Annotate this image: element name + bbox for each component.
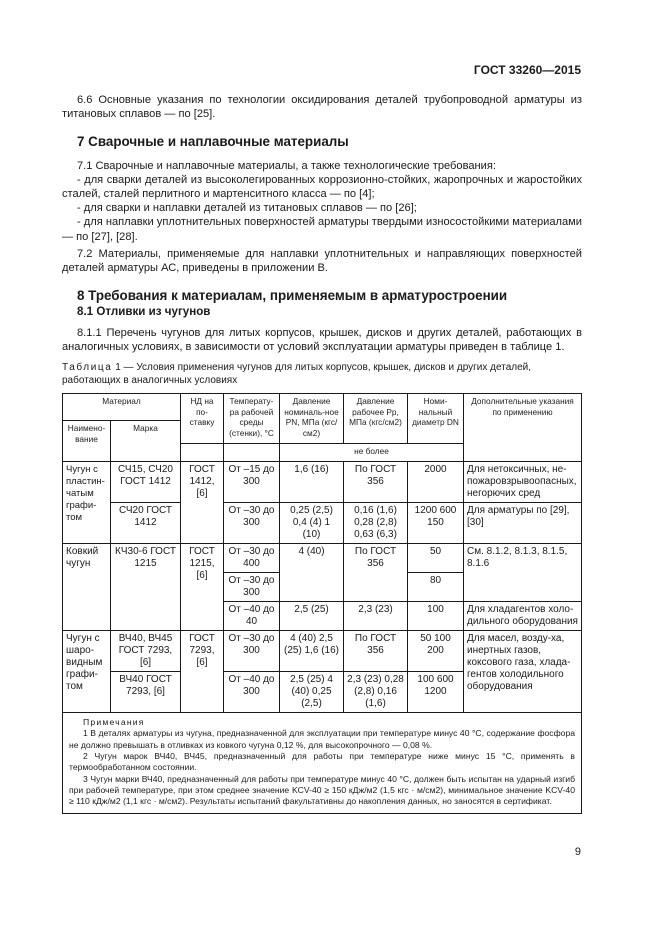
- row2a-temperature: От –30 до 400: [224, 544, 280, 573]
- note-2: 2 Чугун марок ВЧ40, ВЧ45, предназначенный для работы при температуре ниже минус 15 °С, применять в термообработанном состоянии.: [69, 750, 575, 773]
- row1a-grade: СЧ15, СЧ20 ГОСТ 1412: [111, 462, 181, 503]
- header-grade: Марка: [111, 421, 181, 462]
- section-8-title: 8 Требования к материалам, применяемым в арматуростроении: [77, 288, 508, 304]
- row2-name: Ковкий чугун: [63, 544, 111, 631]
- row2c-nominal-pressure: 2,5 (25): [280, 602, 344, 631]
- notes-title: Примечания: [83, 717, 145, 728]
- row1a-diameter: 2000: [408, 462, 464, 503]
- row3a-temperature: От –30 до 300: [224, 631, 280, 672]
- row3b-temperature: От –40 до 300: [224, 672, 280, 713]
- bullet-7-1-a: - для сварки деталей из высоколегированных коррозионно-стойких, жаропрочных и жаростойких сталей, сталей перлитного и мартенситного класса — по [4];: [62, 173, 582, 201]
- page-content: [62, 93, 582, 814]
- table-notes: [63, 713, 582, 814]
- header-working-pressure: Давление рабочее Рр, МПа (кгс/см2): [344, 394, 408, 444]
- header-empty-nd: [181, 444, 224, 462]
- row2-grade: КЧ30-6 ГОСТ 1215: [111, 544, 181, 631]
- note-3: 3 Чугун марки ВЧ40, предназначенный для работы при температуре минус 40 °С, должен быть испытан на ударный изгиб при рабочей температуре, при этом среднее значение KCV-40 ≥ 150 кДж/м2 (1,5 кгс · м/см2), минимальное значение KCV-40 ≥ 110 кДж/м2 (1,1 кгс · м/см2). Результаты испытаний факультативны до накопления данных, но заносятся в сертификат.: [69, 773, 575, 807]
- row2c-working-pressure: 2,3 (23): [344, 602, 408, 631]
- section-7-title: 7 Сварочные и наплавочные материалы: [77, 134, 349, 150]
- row3-name: Чугун с шаро-видным графи-том: [63, 631, 111, 713]
- row3b-grade: ВЧ40 ГОСТ 7293, [6]: [111, 672, 181, 713]
- header-temperature: Температу-ра рабочей среды (стенки), °С: [224, 394, 280, 444]
- header-not-more: не более: [280, 444, 464, 462]
- row3a-nominal-pressure: 4 (40) 2,5 (25) 1,6 (16): [280, 631, 344, 672]
- row1b-note: Для арматуры по [29], [30]: [464, 503, 582, 544]
- row3a-working-pressure: По ГОСТ 356: [344, 631, 408, 672]
- row2a-diameter: 50: [408, 544, 464, 573]
- row2-nd: ГОСТ 1215, [6]: [181, 544, 224, 631]
- header-notes: Дополнительные указания по применению: [464, 394, 582, 462]
- row3a-grade: ВЧ40, ВЧ45 ГОСТ 7293, [6]: [111, 631, 181, 672]
- table-caption-text: 1 — Условия применения чугунов для литых корпусов, крышек, дисков и других деталей, работающих в аналогичных условиях: [62, 362, 532, 386]
- row1a-note: Для нетоксичных, не-пожаровзрывоопасных, негорючих сред: [464, 462, 582, 503]
- row3b-diameter: 100 600 1200: [408, 672, 464, 713]
- row2-nominal-pressure: 4 (40): [280, 544, 344, 602]
- row2b-temperature: От –30 до 300: [224, 573, 280, 602]
- header-material: Материал: [63, 394, 181, 421]
- row1b-nominal-pressure: 0,25 (2,5) 0,4 (4) 1 (10): [280, 503, 344, 544]
- subsection-8-1-title: 8.1 Отливки из чугунов: [77, 305, 211, 319]
- header-name: Наимено-вание: [63, 421, 111, 462]
- row1a-working-pressure: По ГОСТ 356: [344, 462, 408, 503]
- header-nominal-pressure: Давление номиналь-ное PN, МПа (кгс/см2): [280, 394, 344, 444]
- row3-nd: ГОСТ 7293, [6]: [181, 631, 224, 713]
- row2-working-pressure: По ГОСТ 356: [344, 544, 408, 602]
- row2c-diameter: 100: [408, 602, 464, 631]
- paragraph-6-6: 6.6 Основные указания по технологии оксидирования деталей трубопроводной арматуры из титановых сплавов — по [25].: [62, 94, 582, 121]
- table-caption-label: Таблица: [62, 362, 113, 374]
- row1-name: Чугун с пластин-чатым графи-том: [63, 462, 111, 544]
- row2b-diameter: 80: [408, 573, 464, 602]
- paragraph-8-1-1: 8.1.1 Перечень чугунов для литых корпусов, крышек, дисков и других деталей, работающих в аналогичных условиях, в зависимости от условий эксплуатации арматуры приведен в таблице 1.: [62, 326, 582, 353]
- row1b-working-pressure: 0,16 (1,6) 0,28 (2,8) 0,63 (6,3): [344, 503, 408, 544]
- bullet-7-1-c: - для наплавки уплотнительных поверхностей арматуры твердыми износостойкими материалами — по [27], [28].: [62, 216, 582, 243]
- row1b-grade: СЧ20 ГОСТ 1412: [111, 503, 181, 544]
- note-1: 1 В деталях арматуры из чугуна, предназначенной для эксплуатации при температуре минус 40 °С, содержание фосфора не должно превышать в отливках из ковкого чугуна 0,12 %, для высокопрочного — 0,08 %.: [69, 728, 575, 750]
- row1a-nominal-pressure: 1,6 (16): [280, 462, 344, 503]
- document-code: ГОСТ 33260—2015: [473, 63, 581, 77]
- row1b-diameter: 1200 600 150: [408, 503, 464, 544]
- row1a-temperature: От –15 до 300: [224, 462, 280, 503]
- row3-note: Для масел, возду-ха, инертных газов, коксового газа, хлада-гентов холодильного оборудования: [464, 631, 582, 713]
- row3b-working-pressure: 2,3 (23) 0,28 (2,8) 0,16 (1,6): [344, 672, 408, 713]
- bullet-7-1-b: - для сварки и наплавки деталей из титановых сплавов — по [26];: [77, 202, 417, 215]
- cast-iron-table: [62, 393, 582, 814]
- row2-note: См. 8.1.2, 8.1.3, 8.1.5, 8.1.6: [464, 544, 582, 602]
- page-number: 9: [574, 846, 581, 858]
- row1b-temperature: От –30 до 300: [224, 503, 280, 544]
- row3b-nominal-pressure: 2,5 (25) 4 (40) 0,25 (2,5): [280, 672, 344, 713]
- row2c-note: Для хладагентов холо-дильного оборудования: [464, 602, 582, 631]
- paragraph-7-1: 7.1 Сварочные и наплавочные материалы, а также технологические требования:: [77, 159, 496, 172]
- table-caption: [62, 362, 582, 387]
- row3a-diameter: 50 100 200: [408, 631, 464, 672]
- row2c-temperature: От –40 до 40: [224, 602, 280, 631]
- header-nd: НД на по-ставку: [181, 394, 224, 444]
- row1-nd: ГОСТ 1412, [6]: [181, 462, 224, 544]
- paragraph-7-2: 7.2 Материалы, применяемые для наплавки уплотнительных и направляющих поверхностей деталей арматуры АС, приведены в приложении В.: [62, 247, 582, 275]
- header-nominal-diameter: Номи-нальный диаметр DN: [408, 394, 464, 444]
- header-empty-temp: [224, 444, 280, 462]
